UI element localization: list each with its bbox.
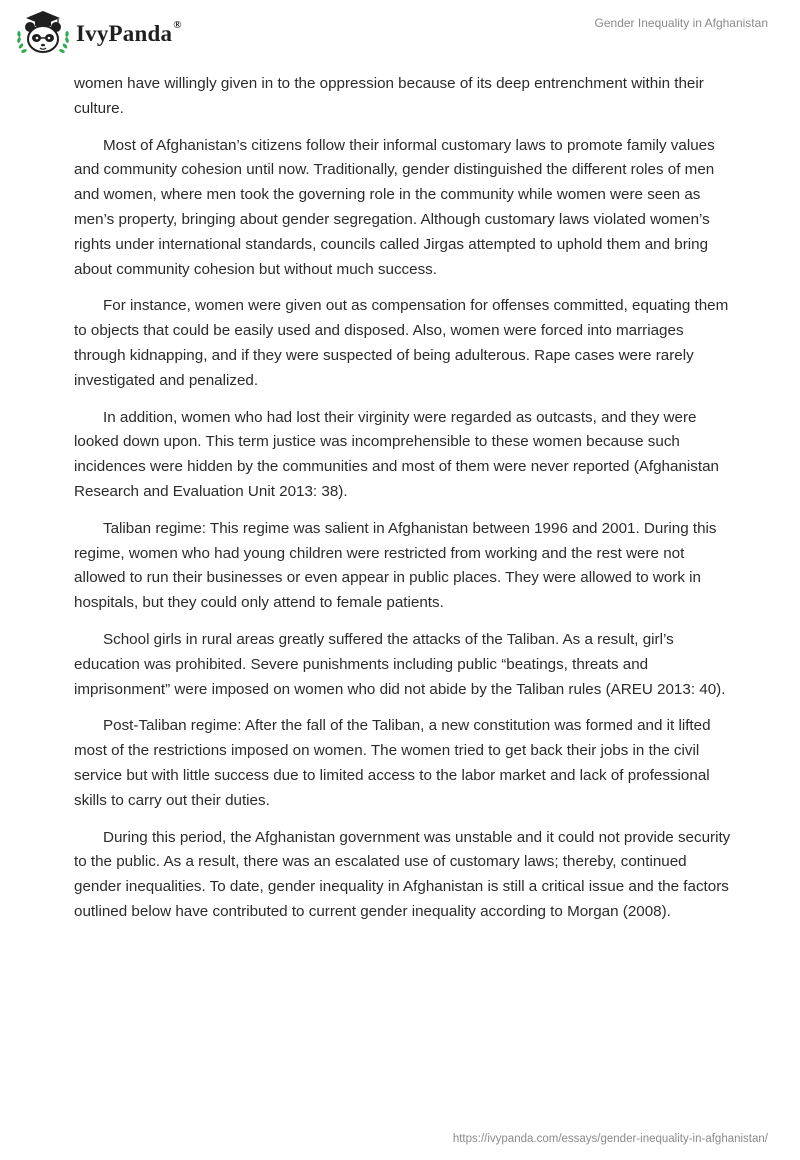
page-header — [0, 0, 800, 70]
document-title: Gender Inequality in Afghanistan — [594, 16, 768, 30]
paragraph: For instance, women were given out as compensation for offenses committed, equating them to objects that could be easily used and disposed. Also, women were forced into marriages through kidnapping, and if they were suspected of being adulterous. Rape cases were rarely investigated and penalized. — [74, 297, 729, 389]
brand-logo[interactable] — [14, 8, 182, 58]
paragraph-continuation: women have willingly given in to the oppression because of its deep entrenchment within their culture. — [74, 75, 704, 117]
paragraph: School girls in rural areas greatly suffered the attacks of the Taliban. As a result, girl’s education was prohibited. Severe punishments including public “beatings, threats and imprisonment” were imposed on women who did not abide by the Taliban rules (AREU 2013: 40). — [74, 630, 726, 698]
paragraph: Taliban regime: This regime was salient in Afghanistan between 1996 and 2001. During this regime, women who had young children were restricted from working and the rest were not allowed to run their businesses or even appear in public places. They were allowed to work in hospitals, but they could only attend to female patients. — [74, 519, 717, 612]
paragraph: Most of Afghanistan’s citizens follow their informal customary laws to promote family values and community cohesion until now. Traditionally, gender distinguished the different roles of men and women, where men took the governing role in the community while women were seen as men’s property, bringing about gender segregation. Although customary laws violated women’s rights under international standards, councils called Jirgas attempted to uphold them and bring about community cohesion but without much success. — [74, 136, 715, 278]
source-url-link[interactable]: https://ivypanda.com/essays/gender-inequality-in-afghanistan/ — [452, 1133, 768, 1145]
paragraph: In addition, women who had lost their virginity were regarded as outcasts, and they were looked down upon. This term justice was incomprehensible to these women because such incidences were hidden by the communities and most of them were never reported (Afghanistan Research and Evaluation Unit 2013: 38). — [74, 408, 719, 500]
essay-body — [74, 72, 734, 937]
paragraph: Post-Taliban regime: After the fall of the Taliban, a new constitution was formed and it lifted most of the restrictions imposed on women. The women tried to get back their jobs in the civil service but with little success due to limited access to the labor market and lack of professional skills to carry out their duties. — [74, 717, 711, 809]
paragraph: During this period, the Afghanistan government was unstable and it could not provide security to the public. As a result, there was an escalated use of customary laws; thereby, continued gender inequalities. To date, gender inequality in Afghanistan is still a critical issue and the factors outlined below have contributed to current gender inequality according to Morgan (2008). — [74, 828, 731, 920]
registered-mark: ® — [173, 19, 182, 31]
panda-graduate-icon — [14, 8, 72, 58]
brand-name: IvyPanda® — [76, 19, 182, 46]
